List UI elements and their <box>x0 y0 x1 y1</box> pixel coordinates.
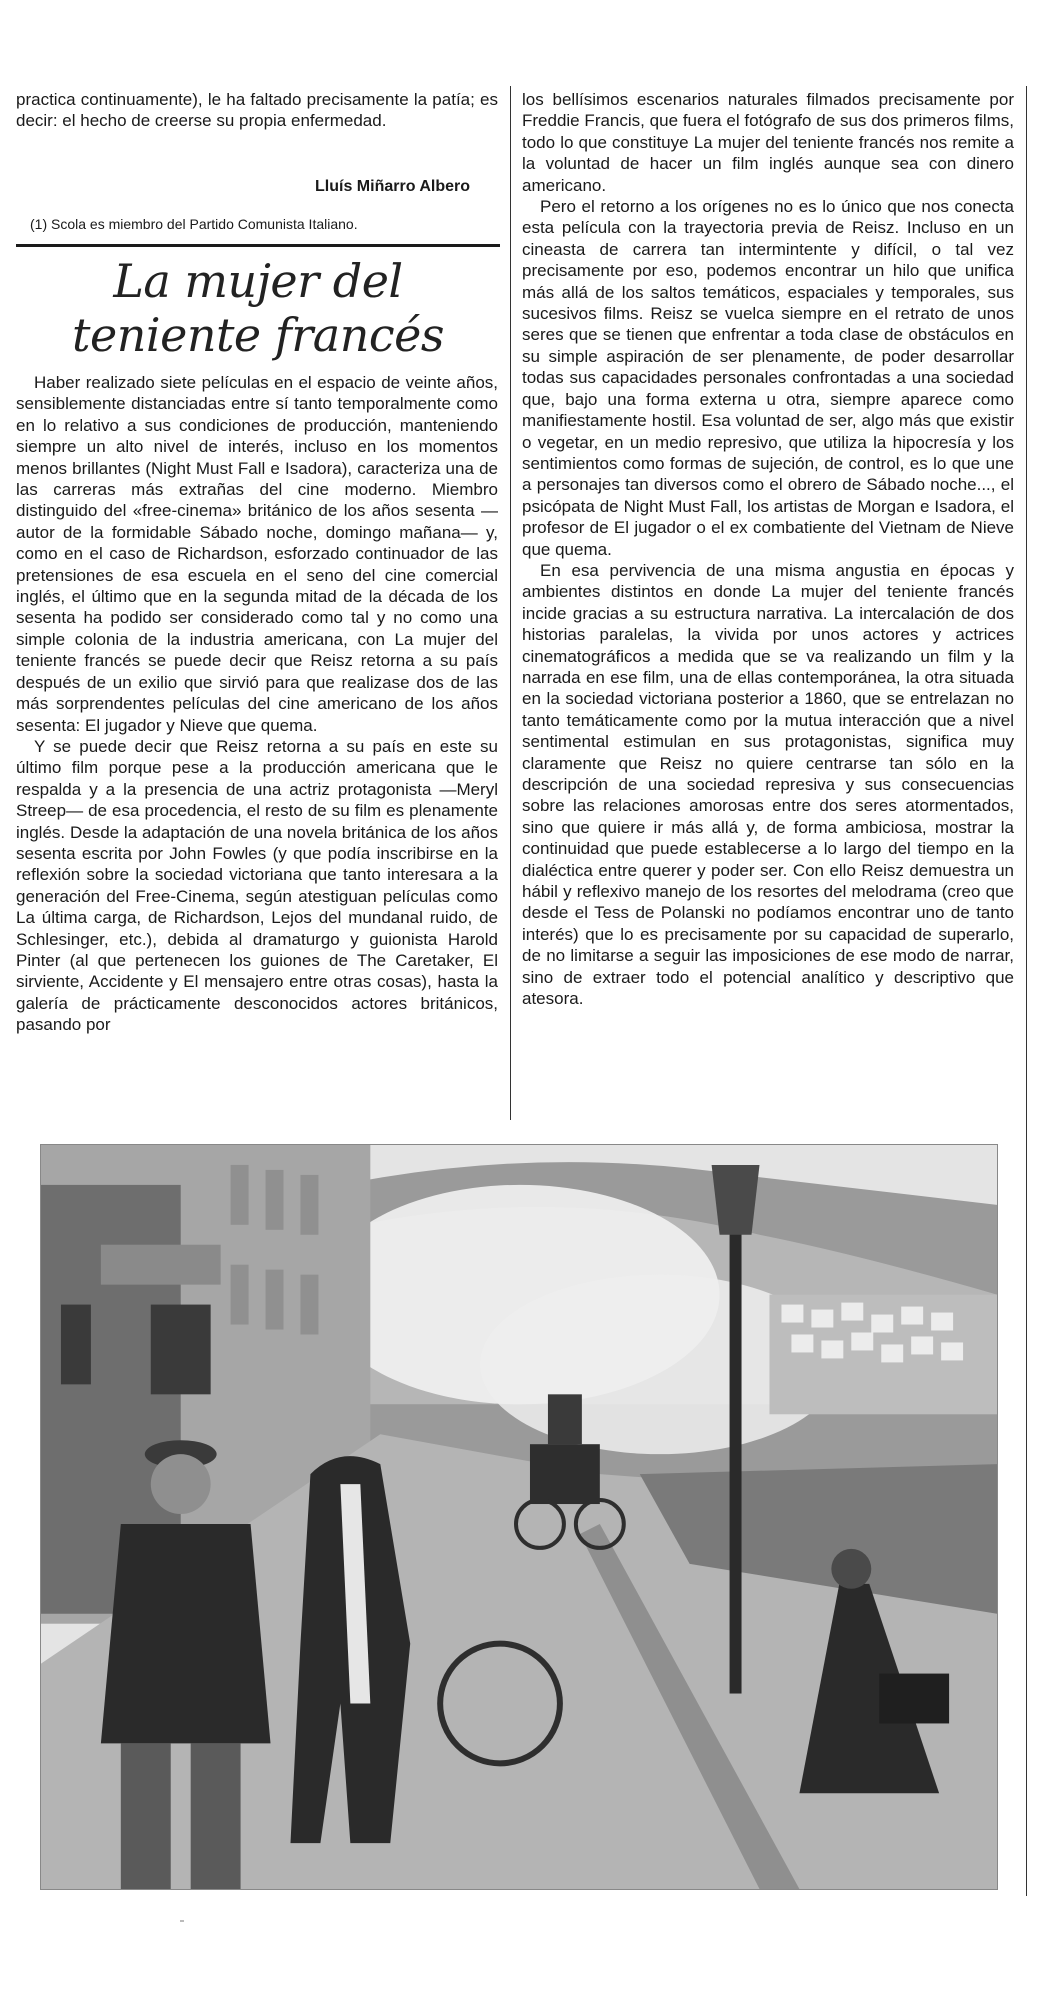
street-lamp <box>712 1165 760 1235</box>
author-byline: Lluís Miñarro Albero <box>315 178 470 195</box>
article-title-line1: La mujer del <box>113 254 403 308</box>
article-column-left <box>16 372 498 1036</box>
footnote: (1) Scola es miembro del Partido Comunista Italiano. <box>30 216 358 232</box>
previous-article-ending <box>16 89 498 132</box>
article-title <box>16 254 500 362</box>
article-paragraph-1: Haber realizado siete películas en el espacio de veinte años, sensiblemente distanciadas entre sí tanto temporalmente como en lo relativo a sus condiciones de producción, manteniendo siempre un alto nivel de interés, incluso en los momentos menos brillantes (Night Must Fall e Isadora), caracteriza una de las carreras más extrañas del cine moderno. Miembro distinguido del «free-cinema» británico de los años sesenta —autor de la formidable Sábado noche, domingo mañana— y, como en el caso de Richardson, esforzado continuador de las pretensiones de esa escuela en el seno del cine comercial inglés, el último que en la segunda mitad de la década de los sesenta ha podido ser considerado como tal y no como una simple colonia de la industria americana, con La mujer del teniente francés se puede decir que Reisz retorna a su país después de un exilio que sirvió para que realizase dos de las más sorprendentes películas del cine americano de los años sesenta: El jugador y Nieve que quema. <box>16 373 498 735</box>
previous-article-paragraph: practica continuamente), le ha faltado precisamente la patía; es decir: el hecho de creerse su propia enfermedad. <box>16 90 498 131</box>
article-paragraph-3: Pero el retorno a los orígenes no es lo único que nos conecta esta película con la trayectoria previa de Reisz. Incluso en un cineasta de carrera tan intermintente y difícil, o tal vez precisamente por eso, podemos encontrar un hilo que unifica más allá de los saltos temáticos, espaciales y temporales, sus sucesivos films. Reisz se vuelca siempre en el retrato de unos seres que se tienen que enfrentar a toda clase de obstáculos en su simple aspiración de ser plenamente, de poder desarrollar todas sus capacidades personales confrontadas a una sociedad que, bajo una forma externa u otra, siempre aparece como manifiestamente hostil. Esa voluntad de ser, algo más que existir o vegetar, en un medio represivo, que utiliza la hipocresía y los sentimientos como formas de sujeción, de control, es lo que une a personajes tan diversos como el obrero de Sábado noche..., el psicópata de Night Must Fall, los artistas de Morgan e Isadora, el profesor de El jugador o el ex combatiente del Vietnam de Nieve que quema. <box>522 197 1014 559</box>
article-title-line2: teniente francés <box>72 308 444 362</box>
film-still-illustration <box>41 1145 997 1889</box>
shop-sign <box>101 1245 221 1285</box>
column-rule-left <box>510 86 511 1120</box>
section-divider <box>16 244 500 247</box>
article-paragraph-4: En esa pervivencia de una misma angustia en épocas y ambientes distintos en donde La mujer del teniente francés incide gracias a su estructura narrativa. La intercalación de dos historias paralelas, la vivida por unos actores y actrices cinematográficos a medida que se va realizando un film y la narrada en ese film, una de ellas contemporánea, la otra situada en la sociedad victoriana posterior a 1860, que se entrelazan no tanto temáticamente como por la mutua interacción que a nivel sentimental estimulan en sus protagonistas, significa muy claramente que Reisz no quiere centrarse tan sólo en la descripción de una sociedad represiva y sus consecuencias sobre las relaciones amorosas entre dos seres atormentados, sino que quiere ir más allá y, de forma ambiciosa, mostrar la continuidad que puede establecerse a lo largo del tiempo en la dialéctica entre querer y poder ser. Con ello Reisz demuestra un hábil y reflexivo manejo de los resortes del melodrama (creo que desde el Tess de Polanski no podíamos encontrar uno de tanto interés) que lo es precisamente por su capacidad de superarlo, de no limitarse a seguir las imposiciones de ese modo de narrar, sino de extraer todo el potencial analítico y descriptivo que atesora. <box>522 560 1014 1009</box>
page-speck <box>180 1920 184 1922</box>
article-paragraph-2-continued: los bellísimos escenarios naturales filmados precisamente por Freddie Francis, que fuera el fotógrafo de sus dos primeros films, todo lo que constituye La mujer del teniente francés nos remite a la voluntad de hacer un film inglés aunque sea con dinero americano. <box>522 90 1014 195</box>
film-still-photo <box>40 1144 998 1890</box>
lamp-post <box>730 1225 742 1694</box>
article-paragraph-2: Y se puede decir que Reisz retorna a su país en este su último film porque pese a la producción americana que le respalda y a la presencia de una actriz protagonista —Meryl Streep— de esa procedencia, el resto de su film es plenamente inglés. Desde la adaptación de una novela británica de los años sesenta escrita por John Fowles (y que podía inscribirse en la reflexión sobre la sociedad victoriana que tanto interesara a la generación del Free-Cinema, según atestiguan películas como La última carga, de Richardson, Lejos del mundanal ruido, de Schlesinger, etc.), debida al dramaturgo y guionista Harold Pinter (al que pertenecen los guiones de The Caretaker, El sirviente, Accidente y El mensajero entre otras cosas), hasta la galería de prácticamente desconocidos actores británicos, pasando por <box>16 736 498 1035</box>
article-column-right <box>522 89 1014 1009</box>
column-rule-right <box>1026 86 1027 1896</box>
